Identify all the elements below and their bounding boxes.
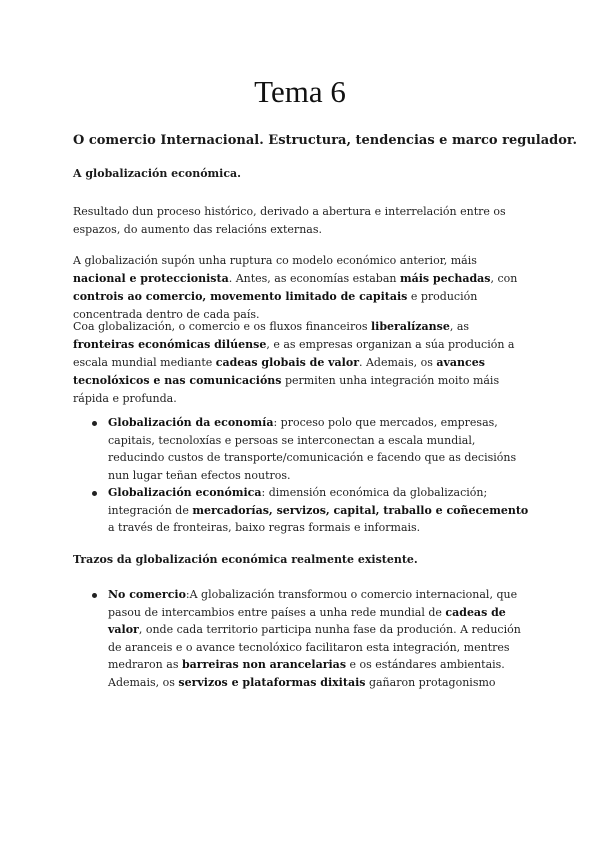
text-run: gañaron protagonismo bbox=[365, 675, 496, 689]
bold-term: controis ao comercio, movemento limitado de capitais bbox=[73, 290, 408, 303]
text-run: , con bbox=[490, 272, 518, 285]
text-run: a través de fronteiras, baixo regras formais e informais. bbox=[108, 521, 421, 534]
paragraph-definition: Resultado dun proceso histórico, derivado a abertura e interrelación entre os espazos, do aumento das relacións externas. bbox=[73, 205, 506, 236]
bold-term: cadeas de valor bbox=[108, 605, 506, 636]
list-item bbox=[108, 414, 533, 484]
bullet-icon bbox=[92, 421, 97, 426]
bullet-icon bbox=[92, 491, 97, 496]
text-run: Coa globalización, o comercio e os fluxos financeiros bbox=[73, 320, 371, 333]
text-run: permiten unha integración moito máis rápida e profunda. bbox=[73, 374, 500, 405]
bold-term: avances tecnolóxicos e nas comunicacións bbox=[73, 356, 485, 387]
bold-term: cadeas globais de valor bbox=[215, 356, 359, 369]
bold-term: máis pechadas bbox=[399, 272, 491, 285]
bold-term: servizos e plataformas dixitais bbox=[178, 675, 366, 689]
definitions-list bbox=[0, 414, 533, 537]
bold-term: mercadorías, servizos, capital, traballo e coñecemento bbox=[192, 503, 529, 517]
text-run: : dimensión económica da globalización; integración de bbox=[108, 486, 488, 517]
main-heading: O comercio Internacional. Estructura, tendencias e marco regulador. bbox=[73, 133, 578, 148]
text-run: e os estándares ambientais. Ademais, os bbox=[108, 658, 505, 689]
bold-term: Globalización económica bbox=[108, 486, 262, 499]
bold-term: barreiras non arancelarias bbox=[181, 658, 347, 671]
text-run: A globalización supón unha ruptura co modelo económico anterior, máis bbox=[73, 254, 477, 267]
bullet-icon bbox=[92, 593, 97, 598]
text-run: , e as empresas organizan a súa produción a escala mundial mediante bbox=[73, 338, 515, 369]
paragraph-rupture bbox=[73, 252, 533, 324]
text-run: . Antes, as economías estaban bbox=[228, 272, 400, 285]
text-run: , as bbox=[449, 320, 470, 333]
list-item bbox=[108, 586, 533, 691]
list-item bbox=[108, 484, 533, 537]
text-run: e produción concentrada dentro de cada país. bbox=[73, 290, 478, 321]
traits-list bbox=[0, 586, 533, 691]
text-run: :A globalización transformou o comercio internacional, que pasou de intercambios entre países a unha rede mundial de bbox=[108, 588, 518, 619]
document-title: Tema 6 bbox=[254, 74, 346, 109]
text-run: , onde cada territorio participa nunha fase da produción. A redución de aranceis e o avance tecnolóxico facilitaron esta integración, mentres medraron as bbox=[108, 623, 521, 671]
bold-term: nacional e proteccionista bbox=[73, 272, 229, 285]
section-heading-globalization: A globalización económica. bbox=[73, 167, 242, 180]
paragraph-liberalization bbox=[73, 318, 533, 408]
bold-term: Globalización da economía bbox=[108, 416, 274, 429]
section-heading-traits: Trazos da globalización económica realmente existente. bbox=[73, 553, 418, 566]
text-run: . Ademais, os bbox=[359, 356, 437, 369]
bold-term: No comercio bbox=[108, 588, 186, 601]
bold-term: liberalízanse bbox=[370, 320, 450, 333]
bold-term: fronteiras económicas dilúense bbox=[73, 338, 267, 351]
text-run: : proceso polo que mercados, empresas, capitais, tecnoloxías e persoas se interconectan a escala mundial, reducindo custos de transporte/comunicación e facendo que as decisións nun lugar teñan efectos noutros. bbox=[108, 416, 517, 482]
